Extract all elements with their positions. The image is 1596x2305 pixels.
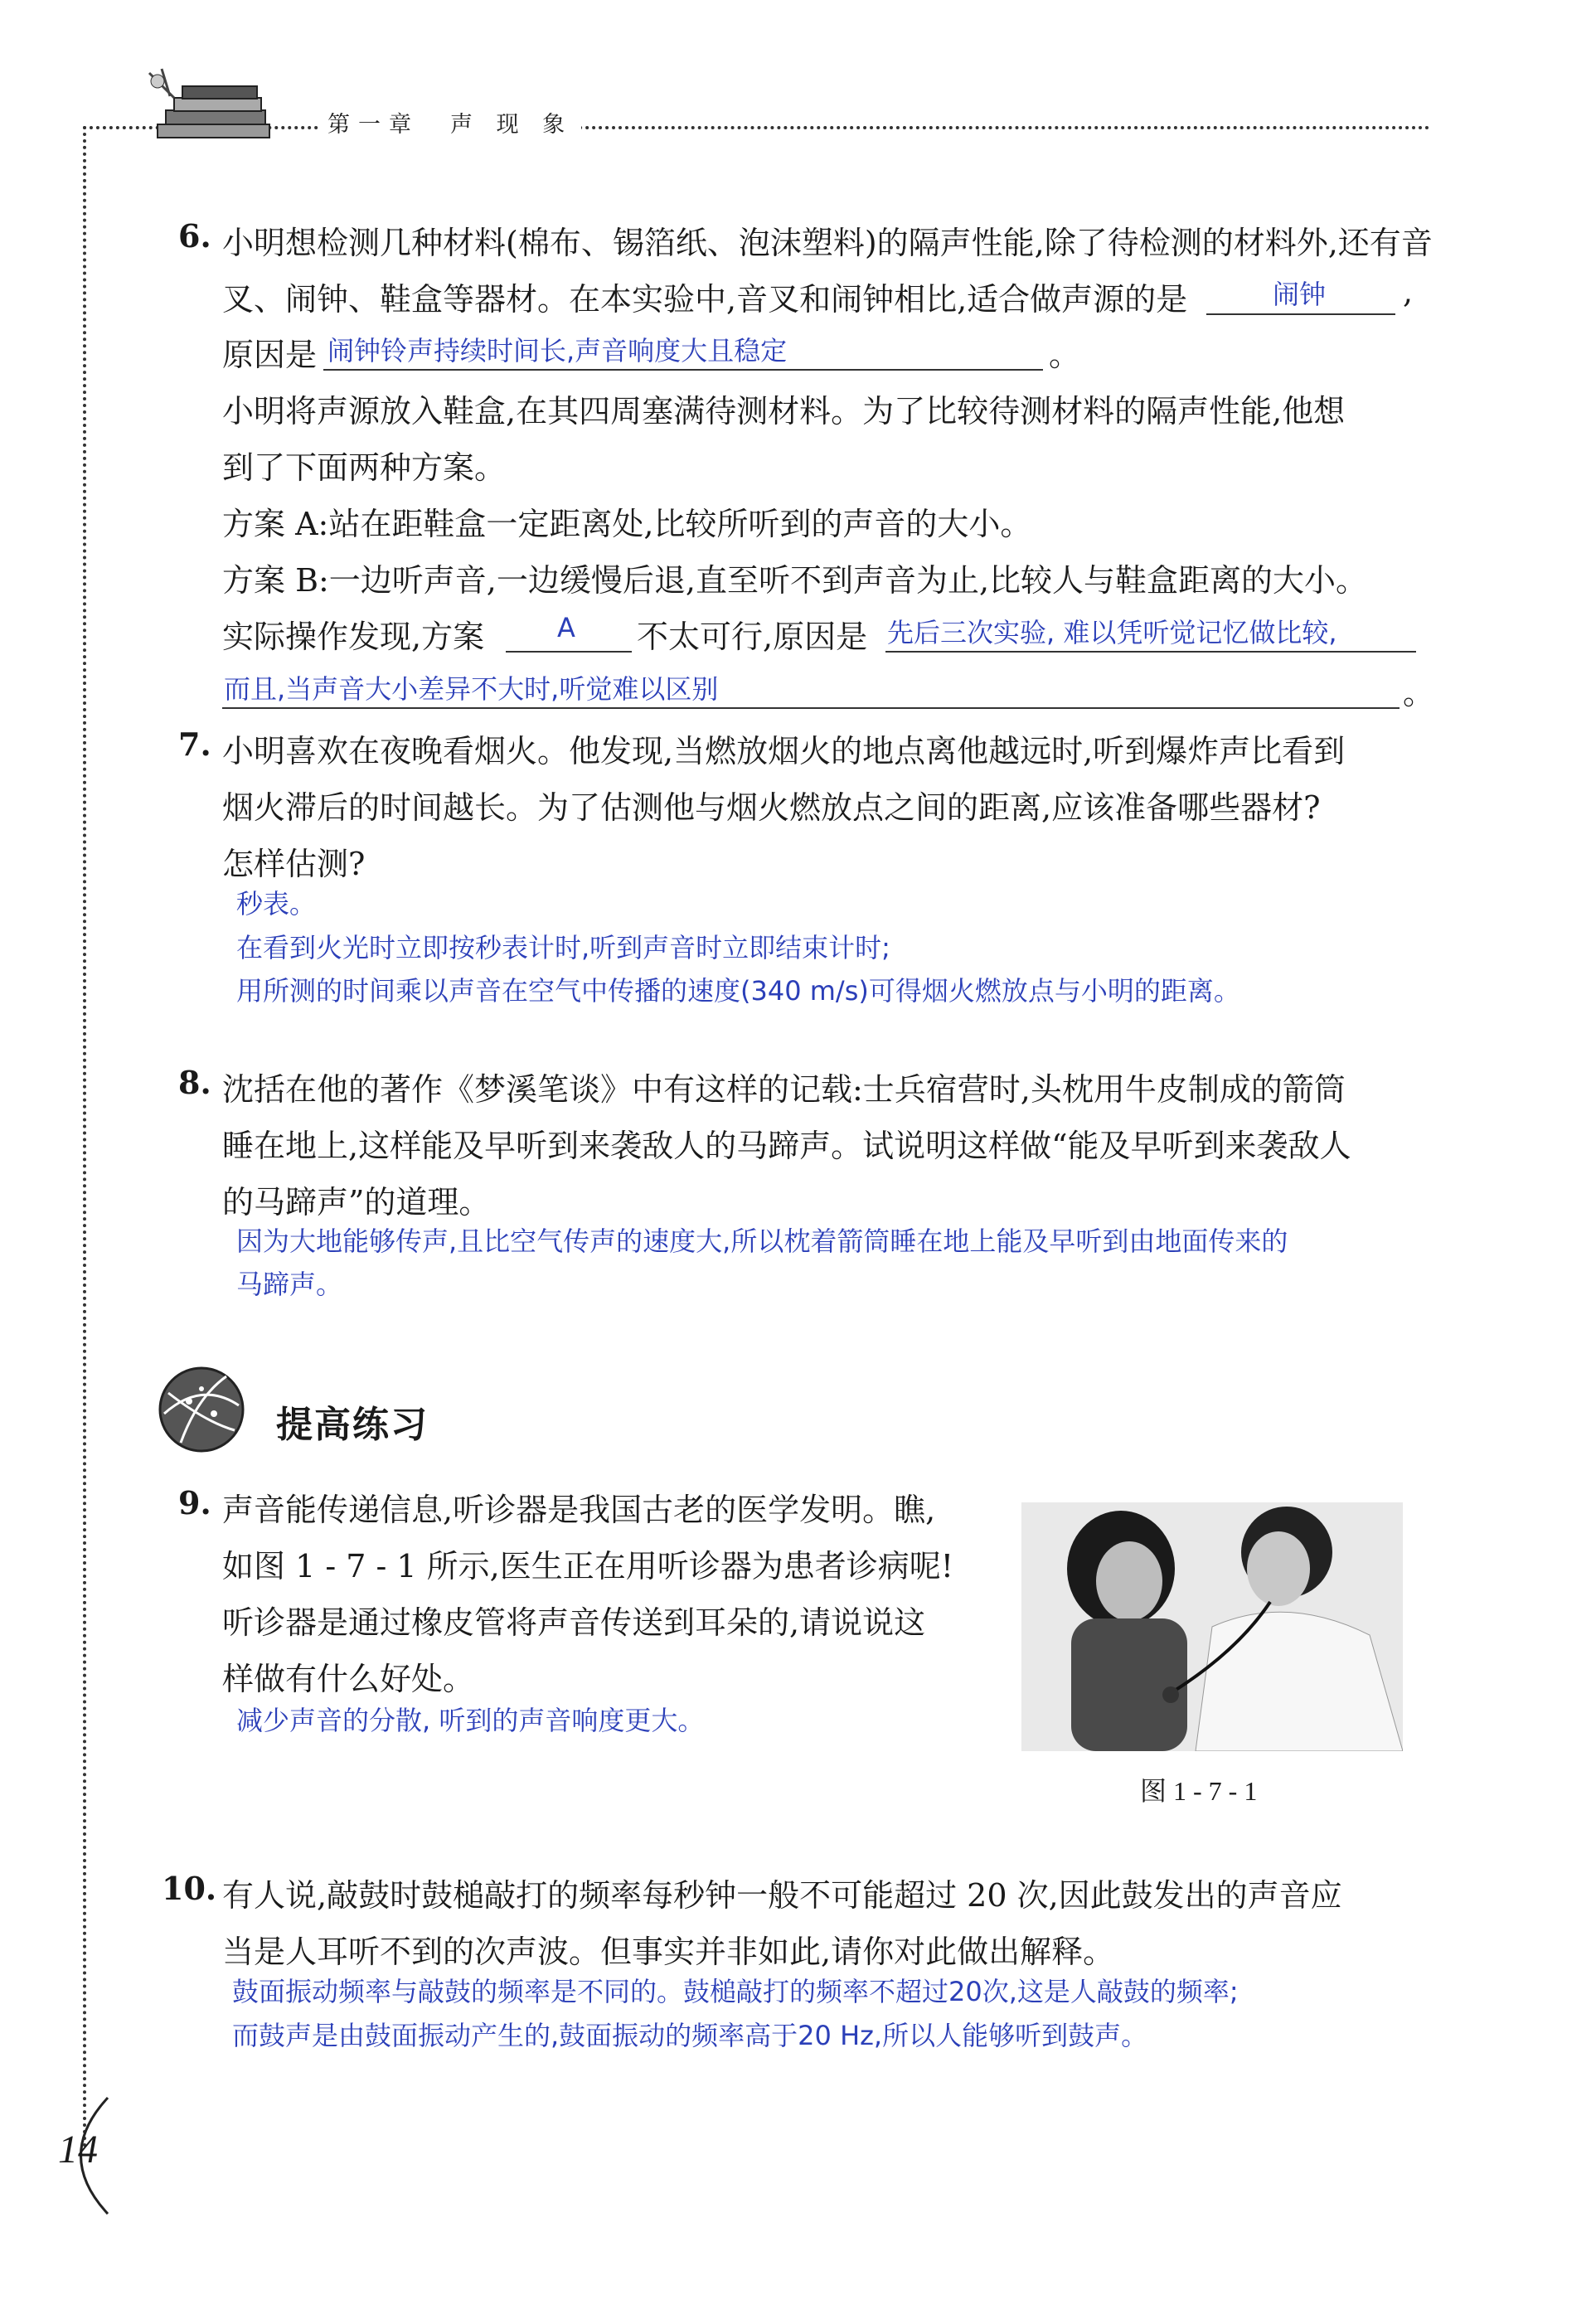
section-title: 提高练习 [276,1404,429,1446]
q7-answer-2: 在看到火光时立即按秒表计时,听到声音时立即结束计时; [236,932,890,963]
q7-line-3: 怎样估测? [222,846,366,882]
answer-blank [222,707,1400,709]
globe-icon [156,1364,247,1455]
figure-caption: 图 1 - 7 - 1 [1140,1776,1258,1806]
q10-line-2: 当是人耳听不到的次声波。但事实并非如此,请你对此做出解释。 [222,1934,1115,1970]
answer-blank [885,651,1416,653]
q6-answer-4: 先后三次实验, 难以凭听觉记忆做比较, [887,617,1337,648]
q6-line-7: 方案 B:一边听声音,一边缓慢后退,直至听不到声音为止,比较人与鞋盒距离的大小。 [222,562,1368,599]
q7-line-2: 烟火滞后的时间越长。为了估测他与烟火燃放点之间的距离,应该准备哪些器材? [222,789,1321,826]
q9-line-2: 如图 1 - 7 - 1 所示,医生正在用听诊器为患者诊病呢! [222,1548,954,1584]
q6-line-2: 叉、闹钟、鞋盒等器材。在本实验中,音叉和闹钟相比,适合做声源的是 [222,281,1188,318]
q8-line-3: 的马蹄声”的道理。 [222,1184,491,1220]
q9-answer-1: 减少声音的分散, 听到的声音响度更大。 [236,1705,705,1736]
q7-line-1: 小明喜欢在夜晚看烟火。他发现,当燃放烟火的地点离他越远时,听到爆炸声比看到 [222,733,1346,769]
q6-line-4: 小明将声源放入鞋盒,在其四周塞满待测材料。为了比较待测材料的隔声性能,他想 [222,393,1346,429]
q8-line-1: 沈括在他的著作《梦溪笔谈》中有这样的记载:士兵宿营时,头枕用牛皮制成的箭筒 [222,1071,1346,1108]
q6-line-1: 小明想检测几种材料(棉布、锡箔纸、泡沫塑料)的隔声性能,除了待检测的材料外,还有音 [222,225,1433,261]
question-number: 10. [162,1870,217,1907]
question-number: 8. [178,1064,211,1101]
margin-dotted-line [83,126,86,2149]
q8-answer-1: 因为大地能够传声,且比空气传声的速度大,所以枕着箭筒睡在地上能及早听到由地面传来的 [236,1225,1288,1257]
question-number: 9. [178,1484,211,1521]
doctor-stethoscope-photo [1021,1502,1403,1751]
answer-blank [506,651,632,653]
q6-line-8b: 不太可行,原因是 [637,619,868,655]
header-dotted-line [83,126,1430,129]
q6-answer-3: A [557,612,575,643]
q6-line-5: 到了下面两种方案。 [222,449,507,486]
punctuation: , [1403,274,1414,310]
question-number: 6. [178,217,211,255]
q8-line-2: 睡在地上,这样能及早听到来袭敌人的马蹄声。试说明这样做“能及早听到来袭敌人 [222,1128,1351,1164]
q6-line-6: 方案 A:站在距鞋盒一定距离处,比较所听到的声音的大小。 [222,506,1032,542]
q7-answer-1: 秒表。 [236,888,317,920]
q6-line-8a: 实际操作发现,方案 [222,619,485,655]
q8-answer-2: 马蹄声。 [236,1269,343,1300]
answer-blank [323,369,1043,371]
page-number: 14 [58,2128,98,2172]
q6-answer-1: 闹钟 [1273,279,1327,310]
chapter-header: 第一章 声 现 象 [319,106,581,138]
q6-line-3: 原因是 [222,337,318,373]
answer-blank [1206,313,1395,315]
question-number: 7. [178,725,211,763]
q7-answer-3: 用所测的时间乘以声音在空气中传播的速度(340 m/s)可得烟火燃放点与小明的距离。 [236,975,1240,1007]
q9-line-1: 声音能传递信息,听诊器是我国古老的医学发明。瞧, [222,1492,936,1528]
q6-answer-2: 闹钟铃声持续时间长,声音响度大且稳定 [327,335,788,366]
q10-line-1: 有人说,敲鼓时鼓槌敲打的频率每秒钟一般不可能超过 20 次,因此鼓发出的声音应 [222,1877,1342,1914]
q6-answer-5: 而且,当声音大小差异不大时,听觉难以区别 [224,673,719,705]
q9-line-4: 样做有什么好处。 [222,1661,475,1697]
punctuation: 。 [1049,337,1081,373]
q10-answer-1: 鼓面振动频率与敲鼓的频率是不同的。鼓槌敲打的频率不超过20次,这是人敲鼓的频率; [232,1976,1239,2007]
q9-line-3: 听诊器是通过橡皮管将声音传送到耳朵的,请说说这 [222,1604,926,1641]
punctuation: 。 [1403,675,1435,711]
books-logo-icon [141,65,282,148]
q10-answer-2: 而鼓声是由鼓面振动产生的,鼓面振动的频率高于20 Hz,所以人能够听到鼓声。 [232,2020,1148,2051]
